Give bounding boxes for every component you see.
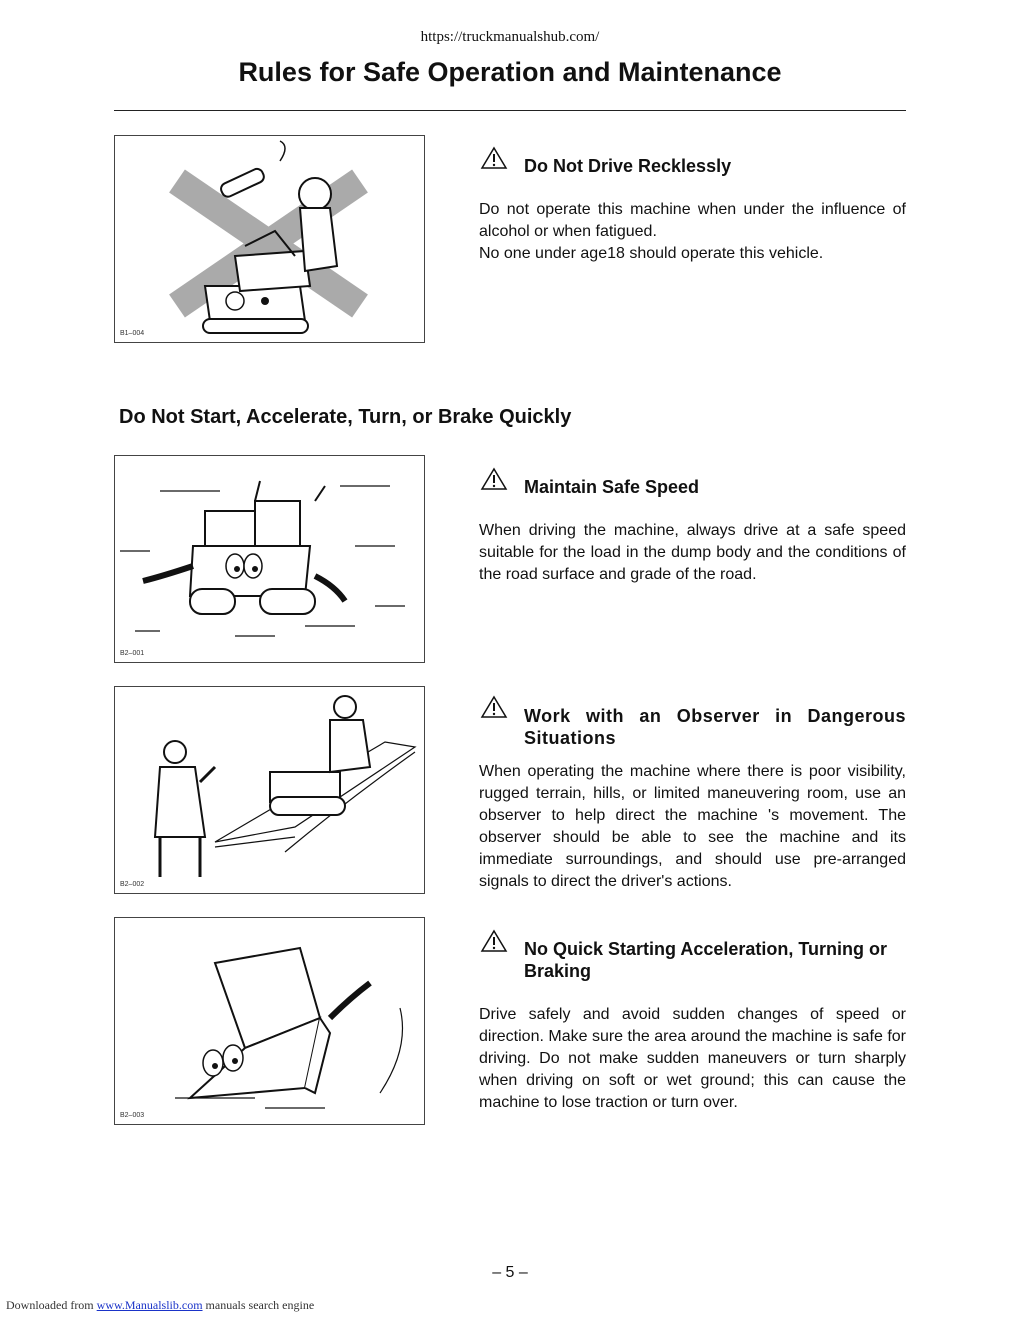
footer-prefix: Downloaded from (6, 1298, 97, 1312)
illustration-safe-speed (114, 455, 425, 663)
page-number: – 5 – (492, 1264, 528, 1281)
warning-triangle-icon (480, 929, 512, 953)
paragraph-line: When operating the machine where there is poor visibility, rugged terrain, hills, or limited maneuvering room, use an observer to help direct the machine 's movement. The observer should be able to see the machine and its immediate surroundings, and should use pre-arranged signals to direct the driver's actions. (479, 763, 906, 890)
heading-no-quick-starting: No Quick Starting Acceleration, Turning or Braking (524, 939, 888, 981)
source-url: https://truckmanualshub.com/ (420, 29, 600, 45)
paragraph-line: When driving the machine, always drive at a safe speed suitable for the load in the dump body and the conditions of the road surface and grade of the road. (479, 522, 906, 583)
observer-signaling-illustration (115, 687, 424, 893)
figure-id: B2–001 (120, 650, 145, 657)
warning-triangle-icon (480, 146, 512, 170)
warning-triangle-icon (480, 467, 512, 491)
page-title: Rules for Safe Operation and Maintenance (238, 57, 782, 87)
figure-id: B1–004 (120, 330, 145, 337)
illustration-observer (114, 686, 425, 894)
paragraph-work-with-observer (479, 761, 906, 893)
paragraph-line: Do not operate this machine when under the influence of alcohol or when fatigued. (479, 201, 906, 240)
figure-id: B2–003 (120, 1112, 145, 1119)
manualslib-link[interactable]: www.Manualslib.com (96, 1298, 203, 1312)
illustration-quick-maneuvers (114, 917, 425, 1125)
drunk-driver-illustration (115, 136, 424, 342)
paragraph-no-quick-starting (479, 1004, 906, 1114)
paragraph-maintain-safe-speed (479, 520, 906, 586)
machine-tipping-illustration (115, 918, 424, 1124)
machine-skidding-illustration (115, 456, 424, 662)
warning-triangle-icon (480, 695, 512, 719)
footer-suffix: manuals search engine (202, 1298, 315, 1312)
paragraph-line: No one under age18 should operate this vehicle. (479, 245, 824, 262)
heading-maintain-safe-speed: Maintain Safe Speed (524, 477, 700, 497)
heading-do-not-drive-recklessly: Do Not Drive Recklessly (524, 156, 732, 176)
illustration-reckless-driving (114, 135, 425, 343)
paragraph-do-not-drive-recklessly (479, 199, 906, 265)
figure-id: B2–002 (120, 881, 145, 888)
heading-work-with-observer: Work with an Observer in Dangerous Situations (524, 706, 906, 748)
paragraph-line: Drive safely and avoid sudden changes of speed or direction. Make sure the area around the machine is safe for driving. Do not make sudden maneuvers or turn sharply when driving on soft or wet ground; this can cause the machine to lose traction or turn over. (479, 1006, 906, 1111)
download-footer (6, 1298, 314, 1313)
title-divider (114, 110, 906, 111)
section-title: Do Not Start, Accelerate, Turn, or Brake Quickly (119, 406, 572, 428)
